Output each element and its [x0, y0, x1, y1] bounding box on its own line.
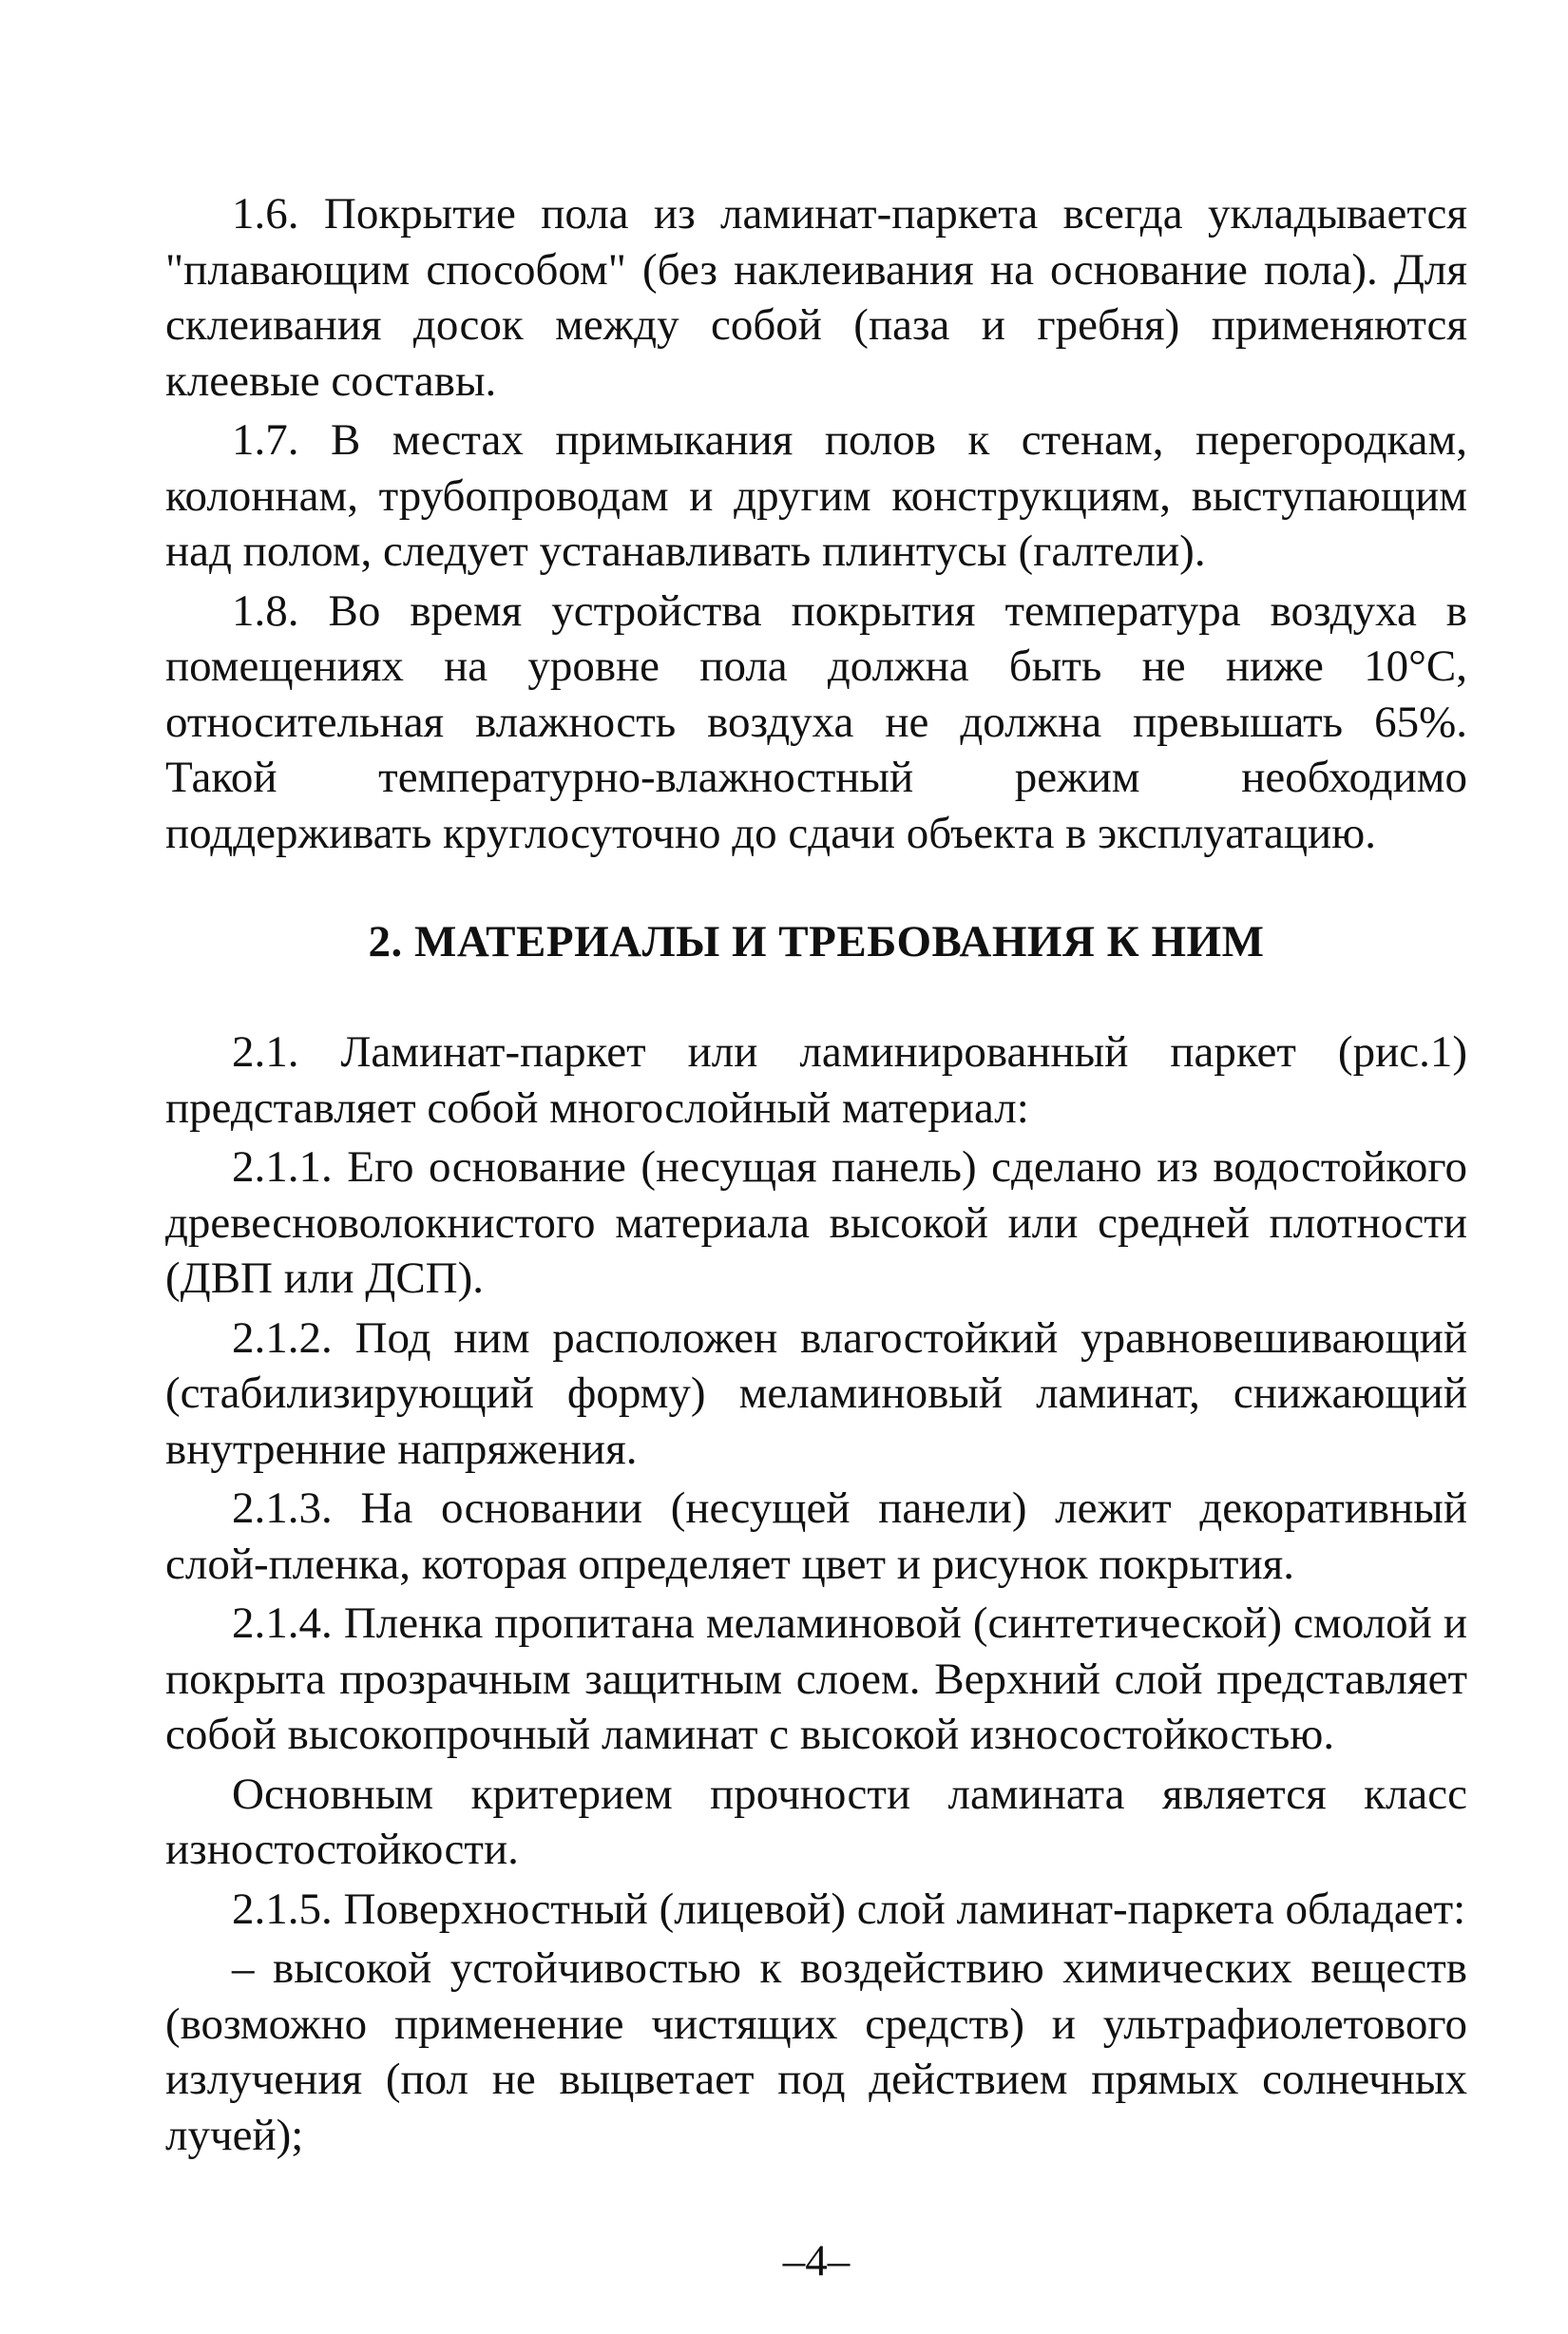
page-number: –4–: [782, 2236, 851, 2286]
paragraph-2-1-1: 2.1.1. Его основание (несущая панель) сделано из водостойкого древесноволокнистого материала высокой или средней плотности (ДВП или ДСП).: [165, 1142, 1467, 1303]
paragraph-2-1-5: 2.1.5. Поверхностный (лицевой) слой ламинат-паркета обладает:: [232, 1884, 1466, 1934]
paragraph-1-6: 1.6. Покрытие пола из ламинат-паркета всегда укладывается "плавающим способом" (без наклеивания на основание пола). Для склеивания досок между собой (паза и гребня) применяются клеевые составы.: [165, 189, 1467, 406]
paragraph-2-1-2: 2.1.2. Под ним расположен влагостойкий уравновешивающий (стабилизирующий форму) меламиновый ламинат, снижающий внутренние напряжения.: [165, 1312, 1467, 1474]
document-page: [165, 186, 1467, 2296]
paragraph-1-7: 1.7. В местах примыкания полов к стенам, перегородкам, колоннам, трубопроводам и другим конструкциям, выступающим над полом, следует устанавливать плинтусы (галтели).: [165, 415, 1467, 576]
section-heading: 2. МАТЕРИАЛЫ И ТРЕБОВАНИЯ К НИМ: [368, 917, 1265, 966]
paragraph-2-1-4: 2.1.4. Пленка пропитана меламиновой (синтетической) смолой и покрыта прозрачным защитным слоем. Верхний слой представляет собой высокопрочный ламинат с высокой износостойкостью.: [165, 1598, 1467, 1759]
paragraph-1-8: 1.8. Во время устройства покрытия температура воздуха в помещениях на уровне пола должна быть не ниже 10°С, относительная влажность воздуха не должна превышать 65%. Такой температурно-влажностный режим необходимо поддерживать круглосуточно до сдачи объекта в эксплуатацию.: [165, 585, 1467, 858]
paragraph-2-1-3: 2.1.3. На основании (несущей панели) лежит декоративный слой-пленка, которая определяет цвет и рисунок покрытия.: [165, 1483, 1467, 1589]
paragraph-2-1: 2.1. Ламинат-паркет или ламинированный паркет (рис.1) представляет собой многослойный материал:: [165, 1027, 1467, 1133]
paragraph-list-item: – высокой устойчивостью к воздействию химических веществ (возможно применение чистящих средств) и ультрафиолетового излучения (пол не выцветает под действием прямых солнечных лучей);: [165, 1943, 1467, 2160]
paragraph-criterion: Основным критерием прочности ламината является класс изностостойкости.: [165, 1769, 1467, 1874]
